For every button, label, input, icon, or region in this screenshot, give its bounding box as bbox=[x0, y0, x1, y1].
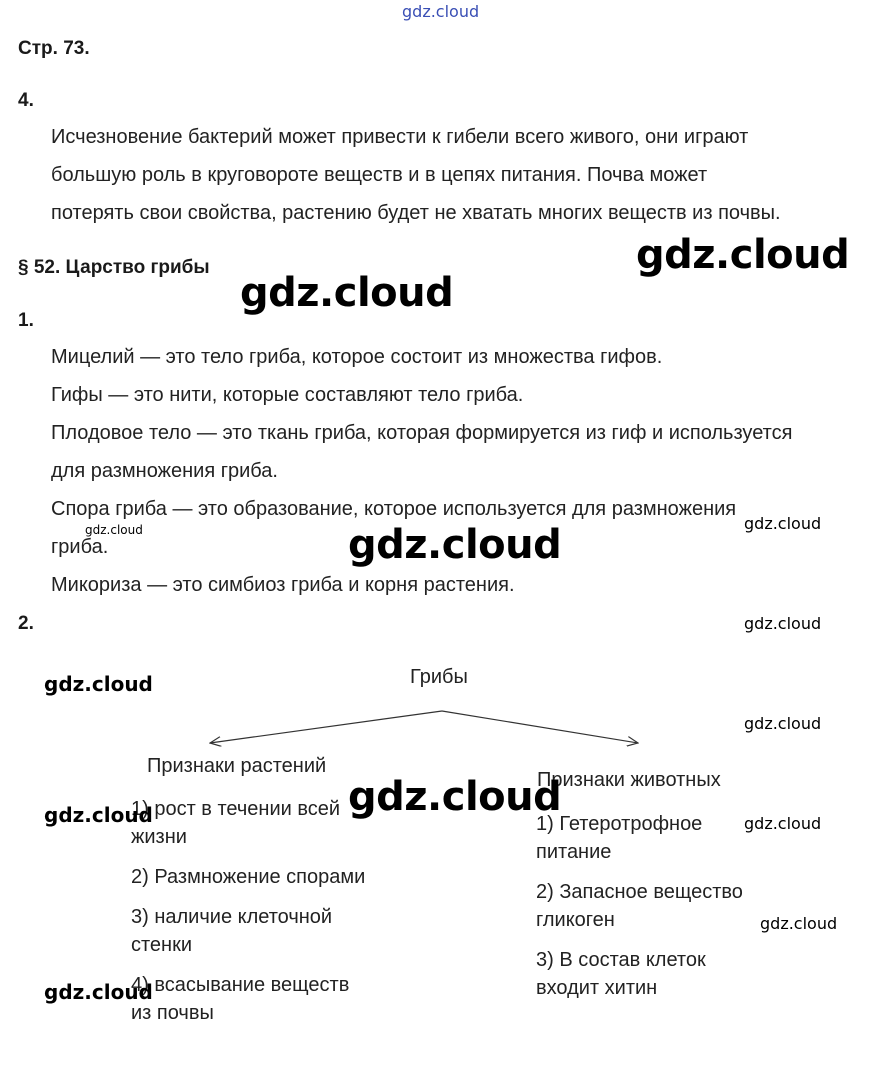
watermark-small: gdz.cloud bbox=[744, 514, 822, 533]
list-item: 3) наличие клеточной стенки bbox=[131, 906, 333, 956]
watermark-small: gdz.cloud bbox=[760, 914, 838, 933]
list-item: 3) В состав клеток входит хитин bbox=[536, 949, 706, 999]
task-number-2: 2. bbox=[18, 613, 34, 634]
watermark-small: gdz.cloud bbox=[744, 814, 822, 833]
watermark-top: gdz.cloud bbox=[402, 2, 480, 21]
text-line: гриба. bbox=[51, 536, 109, 558]
diagram-root-label: Грибы bbox=[410, 666, 468, 688]
text-line: Гифы — это нити, которые составляют тело гриба. bbox=[51, 384, 524, 406]
paragraph-title: § 52. Царство грибы bbox=[18, 257, 210, 278]
task-number-4: 4. bbox=[18, 90, 34, 111]
watermark-large: gdz.cloud bbox=[348, 774, 562, 820]
text-line: Мицелий — это тело гриба, которое состоит из множества гифов. bbox=[51, 346, 663, 368]
right-branch-list bbox=[536, 810, 756, 1014]
text-line: потерять свои свойства, растению будет не хватать многих веществ из почвы. bbox=[51, 202, 781, 224]
text-line: большую роль в круговороте веществ и в цепях питания. Почва может bbox=[51, 164, 708, 186]
arrow-right bbox=[442, 711, 638, 743]
task-number-1: 1. bbox=[18, 310, 34, 331]
text-line: для размножения гриба. bbox=[51, 460, 278, 482]
list-item: 1) рост в течении всей жизни bbox=[131, 798, 341, 848]
text-line: Плодовое тело — это ткань гриба, которая формируется из гиф и используется bbox=[51, 422, 793, 444]
right-branch-title: Признаки животных bbox=[537, 769, 721, 791]
watermark-large: gdz.cloud bbox=[636, 232, 850, 278]
watermark-small: gdz.cloud bbox=[744, 614, 822, 633]
left-branch-list bbox=[131, 795, 371, 1039]
watermark-large: gdz.cloud bbox=[348, 522, 562, 568]
list-item: 2) Запасное вещество гликоген bbox=[536, 881, 743, 931]
watermark-medium: gdz.cloud bbox=[44, 803, 153, 827]
list-item: 2) Размножение спорами bbox=[131, 866, 366, 888]
watermark-tiny: gdz.cloud bbox=[85, 523, 143, 537]
text-line: Исчезновение бактерий может привести к гибели всего живого, они играют bbox=[51, 126, 749, 148]
watermark-medium: gdz.cloud bbox=[44, 980, 153, 1004]
list-item: 4) всасывание веществ из почвы bbox=[131, 974, 350, 1024]
text-line: Микориза — это симбиоз гриба и корня растения. bbox=[51, 574, 515, 596]
watermark-small: gdz.cloud bbox=[744, 714, 822, 733]
text-line: Спора гриба — это образование, которое используется для размножения bbox=[51, 498, 737, 520]
watermark-medium: gdz.cloud bbox=[44, 672, 153, 696]
left-branch-title: Признаки растений bbox=[147, 755, 327, 777]
watermark-large: gdz.cloud bbox=[240, 270, 454, 316]
arrow-left bbox=[210, 711, 442, 743]
page-reference: Стр. 73. bbox=[18, 38, 90, 59]
list-item: 1) Гетеротрофное питание bbox=[536, 813, 703, 863]
